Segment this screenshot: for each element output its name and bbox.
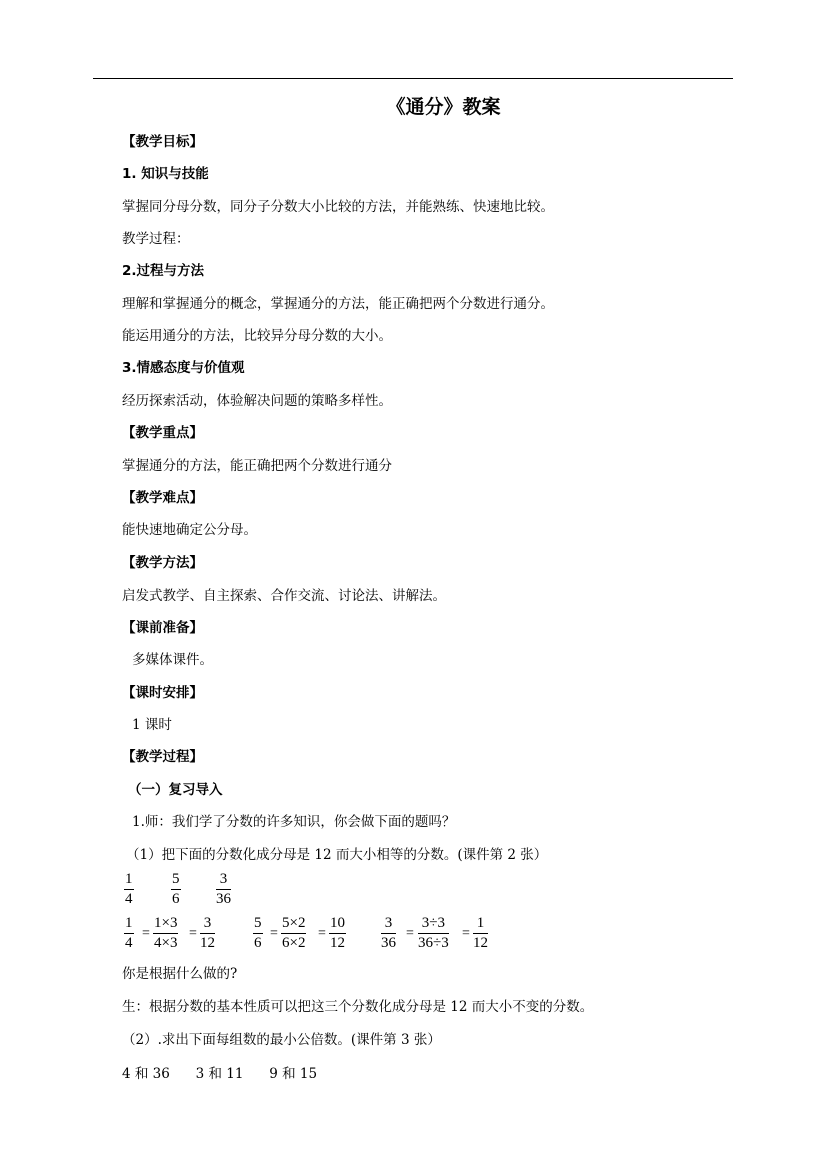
method-heading: 【教学方法】 [122,555,203,571]
eq1-fraction-c [200,915,215,952]
denominator: 12 [473,935,488,951]
numerator: 3 [216,871,231,890]
eq3-fraction-a [381,915,396,952]
goal2-text1: 理解和掌握通分的概念，掌握通分的方法，能正确把两个分数进行通分。 [122,296,554,312]
equals-sign: = [406,926,414,941]
header-rule [93,78,733,79]
eq3-fraction-c [473,915,488,952]
denominator: 4 [125,891,133,907]
goal-heading: 【教学目标】 [122,134,203,150]
eq2-fraction-c [329,915,346,952]
numerator: 10 [329,915,346,934]
denominator: 4×3 [154,935,178,951]
goal3-heading: 3.情感态度与价值观 [122,360,245,376]
eq3-fraction-b [418,915,449,952]
eq1-fraction-b [153,915,178,952]
eq1-fraction-a [124,915,134,952]
numerator: 1 [473,915,488,934]
denominator: 36 [216,891,231,907]
difficulty-text: 能快速地确定公分母。 [122,522,257,538]
equals-sign: = [270,926,278,941]
difficulty-heading: 【教学难点】 [122,490,203,506]
numerator: 1×3 [153,915,178,934]
numerator: 5×2 [281,915,306,934]
time-text: 1 课时 [132,717,172,733]
method-text: 启发式教学、自主探索、合作交流、讨论法、讲解法。 [122,588,446,604]
ask-text: 你是根据什么做的? [122,966,238,982]
goal1-process: 教学过程： [122,231,190,247]
eq2-fraction-b [281,915,306,952]
key-heading: 【教学重点】 [122,425,203,441]
fraction-1-4 [124,871,134,908]
fraction-5-6 [171,871,181,908]
numerator: 3 [381,915,396,934]
task2-text: （2）.求出下面每组数的最小公倍数。(课件第 3 张） [122,1032,441,1048]
denominator: 36 [381,935,396,951]
denominator: 6 [172,891,180,907]
numerator: 1 [124,915,134,934]
goal1-heading: 1. 知识与技能 [122,166,209,182]
equals-sign: = [462,926,470,941]
fraction-3-36 [216,871,231,908]
denominator: 6×2 [282,935,306,951]
numerator: 1 [124,871,134,890]
equals-sign: = [142,926,150,941]
numerator: 3 [200,915,215,934]
time-heading: 【课时安排】 [122,685,203,701]
denominator: 4 [125,935,133,951]
numerator: 5 [253,915,263,934]
eq2-fraction-a [253,915,263,952]
denominator: 6 [254,935,262,951]
prep-text: 多媒体课件。 [132,652,213,668]
goal2-heading: 2.过程与方法 [122,263,205,279]
prep-heading: 【课前准备】 [122,620,203,636]
key-text: 掌握通分的方法，能正确把两个分数进行通分 [122,458,392,474]
goal1-text: 掌握同分母分数，同分子分数大小比较的方法，并能熟练、快速地比较。 [122,199,554,215]
denominator: 12 [200,935,215,951]
numerator: 5 [171,871,181,890]
equals-sign: = [189,926,197,941]
numerator: 3÷3 [418,915,449,934]
denominator: 36÷3 [418,935,449,951]
equals-sign: = [318,926,326,941]
process-heading: 【教学过程】 [122,749,203,765]
goal2-text2: 能运用通分的方法，比较异分母分数的大小。 [122,328,392,344]
process1-task1: （1）把下面的分数化成分母是 12 而大小相等的分数。(课件第 2 张） [126,847,548,863]
page-title: 《通分》教案 [386,96,501,118]
answer-text: 生：根据分数的基本性质可以把这三个分数化成分母是 12 而大小不变的分数。 [122,999,594,1015]
process1-question: 1.师：我们学了分数的许多知识，你会做下面的题吗？ [132,814,456,830]
task2-items: 4 和 36 3 和 11 9 和 15 [122,1066,318,1082]
denominator: 12 [330,935,345,951]
goal3-text: 经历探索活动，体验解决问题的策略多样性。 [122,393,392,409]
process1-heading: （一）复习导入 [128,782,223,798]
